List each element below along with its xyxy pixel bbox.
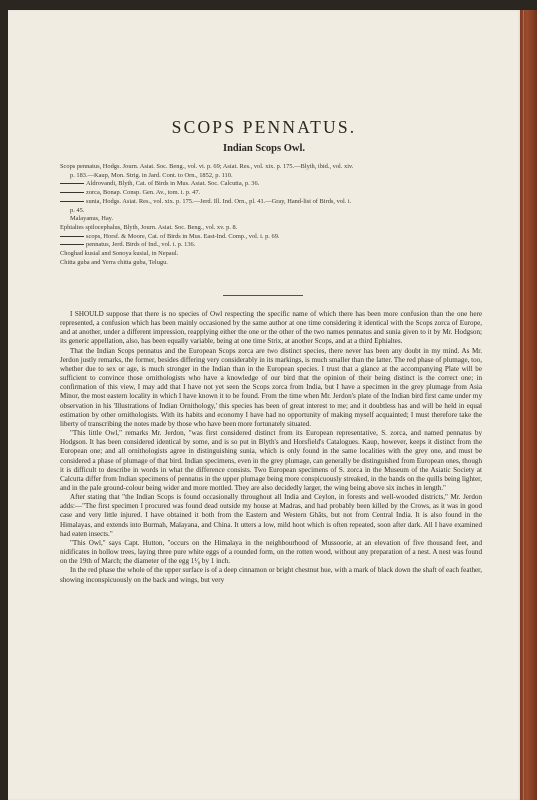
synonymy-text: sunia, Hodgs. Asiat. Res., vol. xix. p. 175.—Jerd. Ill. Ind. Orn., pl. 41.—Gray, Hand-list of Birds, vol. i. bbox=[86, 197, 352, 205]
ditto-dash bbox=[60, 192, 84, 193]
synonymy-line bbox=[60, 215, 482, 224]
synonymy-text: p. 45. bbox=[70, 206, 85, 214]
synonymy-text: Scops pennatus, Hodgs. Journ. Asiat. Soc. Beng., vol. vi. p. 69; Asiat. Res., vol. xix. p. 175.—Blyth, ibid., vol. xiv. bbox=[60, 163, 354, 170]
synonymy-line bbox=[60, 233, 482, 242]
synonymy-line bbox=[60, 241, 482, 250]
body-paragraph: After stating that "the Indian Scops is found occasionally throughout all India and Ceylon, in forests and well-wooded districts," Mr. Jerdon adds:—"The first specimen I procured was found dead outside my house at Madras, and had probably been killed by the Crows, as it was in good case and very little injured. I have obtained it both from the Eastern and Western Ghâts, but not from Central India. It is also found in the Himalayas, and extends into Burmah, Malayana, and China. It utters a low, mild hoot which is often repeated, soon after dark. All I have examined had eaten insects." bbox=[60, 493, 482, 538]
synonymy-line bbox=[60, 224, 482, 233]
synonymy-list bbox=[60, 163, 482, 267]
body-paragraph: In the red phase the whole of the upper surface is of a deep cinnamon or bright chestnut hue, with a mark of black down the shaft of each feather, showing inconspicuously on the back and wings, but very bbox=[60, 566, 482, 584]
ditto-dash bbox=[60, 183, 84, 184]
book-fore-edge bbox=[520, 10, 537, 800]
synonymy-text: pennatus, Jerd. Birds of Ind., vol. i. p. 136. bbox=[86, 241, 196, 249]
synonymy-line bbox=[60, 250, 482, 259]
synonymy-line bbox=[60, 172, 482, 181]
body-paragraph: I SHOULD suppose that there is no species of Owl respecting the specific name of which there has been more confusion than the one here represented, a confusion which has been mainly occasioned by the same author at one time considering it identical with the Scops zorca of Europe, and at another, under a different impression, reapplying either the one or the other of the two names pennatus and sunia given to it by Mr. Hodgson; its generic appellation, also, has been equally variable, being at one time Strix, at another Scops, and at a third Ephialtes. bbox=[60, 310, 482, 346]
plate-subtitle: Indian Scops Owl. bbox=[223, 143, 305, 154]
synonymy-line bbox=[60, 259, 482, 268]
synonymy-line bbox=[60, 207, 482, 216]
synonymy-text: Aldrovandi, Blyth, Cat. of Birds in Mus. Asiat. Soc. Calcutta, p. 36. bbox=[86, 180, 260, 188]
synonymy-text: Chitta guba and Yerra chitta guba, Telugu. bbox=[60, 258, 168, 266]
synonymy-line bbox=[60, 180, 482, 189]
body-paragraph: "This little Owl," remarks Mr. Jerdon, "was first considered distinct from its European representative, S. zorca, and named pennatus by Hodgson. It has been considered identical by some, and is so put in Blyth's and Horsfield's Catalogues. Kaup, however, keeps it distinct from the European one; and all ornithologists agree in distinguishing sunia, which is only found in the same localities with the grey one, and must be considered a phase of plumage of that bird. Indian specimens, even in the grey plumage, can generally be distinguished from European ones, though it is difficult to describe in words in what the difference consists. Two European specimens of S. zorca in the Museum of the Asiatic Society at Calcutta differ from Indian specimens of pennatus in the upper plumage being more conspicuously streaked, in the bands on the quills being lighter, and in the pale ground-colour being wider and more mottled. They are also decidedly larger, the wing being above six inches in length." bbox=[60, 429, 482, 492]
synonymy-line bbox=[60, 189, 482, 198]
synonymy-text: Ephialtes spilocephalus, Blyth, Journ. Asiat. Soc. Beng., vol. xv. p. 8. bbox=[60, 223, 238, 231]
synonymy-line bbox=[60, 163, 482, 172]
ditto-dash bbox=[60, 236, 84, 237]
body-paragraph: "This Owl," says Capt. Hutton, "occurs on the Himalaya in the neighbourhood of Mussoorie, at an elevation of five thousand feet, and nidificates in hollow trees, laying three pure white eggs of a rounded form, on the rotten wood, without any preparation of a nest. A nest was found on the 19th of March; the diameter of the egg 1¹⁄₈ by 1 inch. bbox=[60, 538, 482, 566]
plate-title: SCOPS PENNATUS. bbox=[171, 117, 357, 137]
section-divider bbox=[223, 295, 303, 296]
synonymy-text: Choghad kusial and Sonoya kusial, in Nepaul. bbox=[60, 250, 179, 258]
synonymy-text: Malayanus, Hay. bbox=[70, 215, 114, 223]
synonymy-text: scops, Horsf. & Moore, Cat. of Birds in Mus. East-Ind. Comp., vol. i. p. 69. bbox=[86, 232, 280, 240]
synonymy-text: p. 183.—Kaup, Mon. Strig. in Jard. Cont. to Orn., 1852, p. 110. bbox=[70, 171, 233, 179]
ditto-dash bbox=[60, 244, 84, 245]
synonymy-line bbox=[60, 198, 482, 207]
body-paragraph: That the Indian Scops pennatus and the European Scops zorca are two distinct species, there never has been any doubt in my mind. As Mr. Jerdon justly remarks, the former, besides differing very considerably in its markings, is much smaller than the latter. The red phase of plumage, too, whether due to sex or age, is much stronger in the Indian than in the European species. I trust that a glance at the accompanying Plate will be sufficient to convince those ornithologists who have a knowledge of our bird that the opinion of their being distinct is the correct one; in confirmation of this view, I may add that I have not yet seen the Scops zorca from India, but I have a specimen in the grey plumage from Asia Minor, the most eastern locality in which I have known it to be found. From the time when Mr. Jerdon's plate of the Indian bird first came under my observation in his 'Illustrations of Indian Ornithology,' this species has been of great interest to me; and it doubtless has and will be held in equal estimation by other ornithologists. With its habits and economy I have had no opportunity of making myself acquainted; I must therefore take the liberty of transcribing the notes made by those who have been more fortunately situated. bbox=[60, 346, 482, 428]
book-page bbox=[8, 10, 520, 800]
synonymy-text: zorca, Bonap. Consp. Gen. Av., tom. i. p. 47. bbox=[86, 189, 201, 197]
ditto-dash bbox=[60, 201, 84, 202]
body-text bbox=[60, 310, 482, 585]
